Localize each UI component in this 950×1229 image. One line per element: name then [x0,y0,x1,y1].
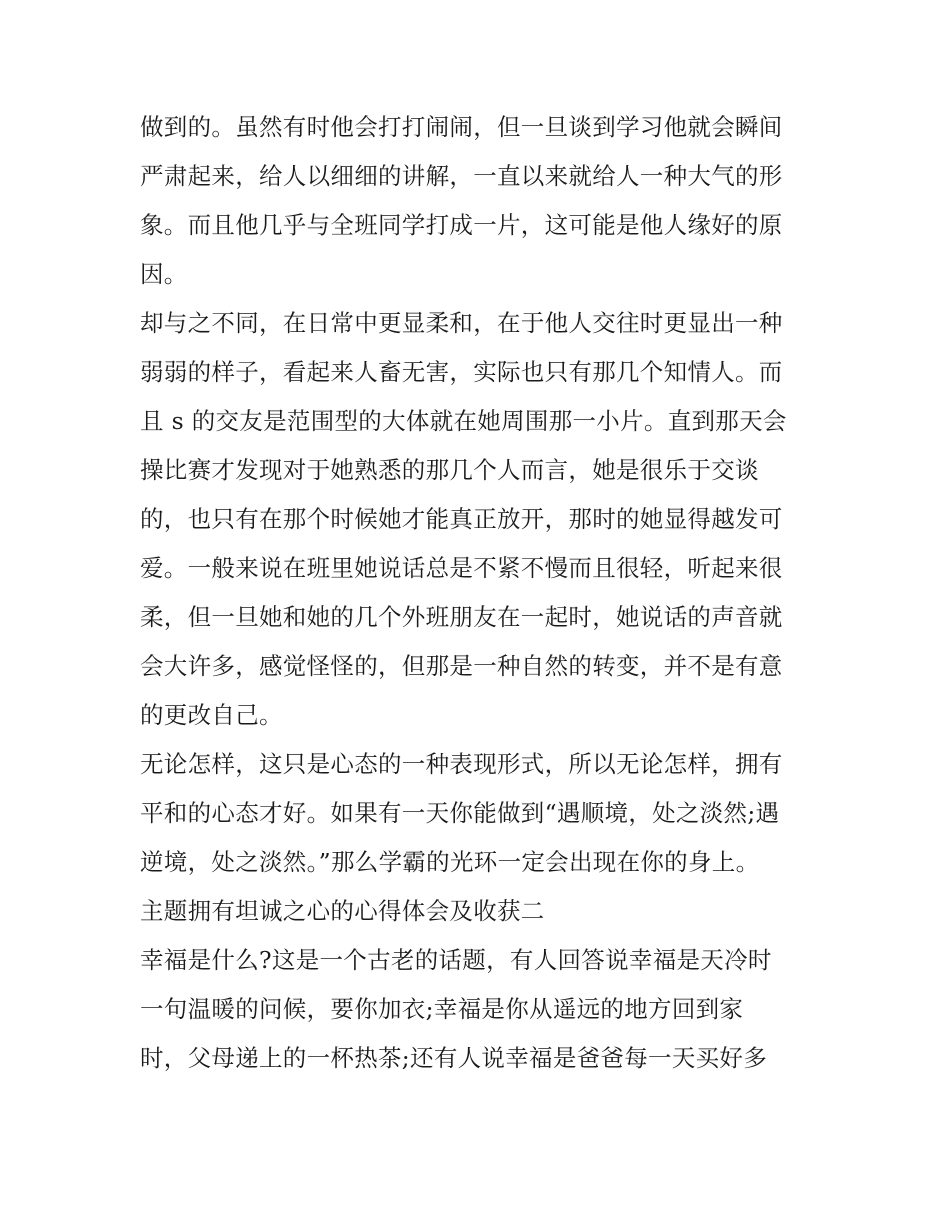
text-line: 的更改自己。 [140,701,283,729]
text-line: 柔，但一旦她和她的几个外班朋友在一起时，她说话的声音就 [140,603,783,631]
text-line: 爱。一般来说在班里她说话总是不紧不慢而且很轻，听起来很 [140,554,783,582]
text-line: 幸福是什么?这是一个古老的话题，有人回答说幸福是天冷时 [140,946,772,974]
text-line: 的，也只有在那个时候她才能真正放开，那时的她显得越发可 [140,505,783,533]
text-line: 严肃起来，给人以细细的讲解，一直以来就给人一种大气的形 [140,162,783,190]
text-line: 弱弱的样子，看起来人畜无害，实际也只有那几个知情人。而 [140,358,783,386]
text-line: 操比赛才发现对于她熟悉的那几个人而言，她是很乐于交谈 [140,456,759,484]
text-line: 无论怎样，这只是心态的一种表现形式，所以无论怎样，拥有 [140,750,783,778]
text-line: 逆境，处之淡然。”那么学霸的光环一定会出现在你的身上。 [140,848,760,876]
text-line: 却与之不同，在日常中更显柔和，在于他人交往时更显出一种 [140,309,783,337]
text-line: 象。而且他几乎与全班同学打成一片，这可能是他人缘好的原 [140,211,783,239]
text-line: 做到的。虽然有时他会打打闹闹，但一旦谈到学习他就会瞬间 [140,113,783,141]
text-line: 时，父母递上的一杯热茶;还有人说幸福是爸爸每一天买好多 [140,1044,768,1072]
text-line: 一句温暖的问候，要你加衣;幸福是你从遥远的地方回到家 [140,995,744,1023]
text-line: 会大许多，感觉怪怪的，但那是一种自然的转变，并不是有意 [140,652,783,680]
document-body [140,103,820,1083]
text-line: 平和的心态才好。如果有一天你能做到“遇顺境，处之淡然;遇 [140,799,780,827]
text-line: 且 s 的交友是范围型的大体就在她周围那一小片。直到那天会 [140,407,787,435]
text-line: 因。 [140,260,188,288]
section-heading: 主题拥有坦诚之心的心得体会及收获二 [140,897,545,925]
